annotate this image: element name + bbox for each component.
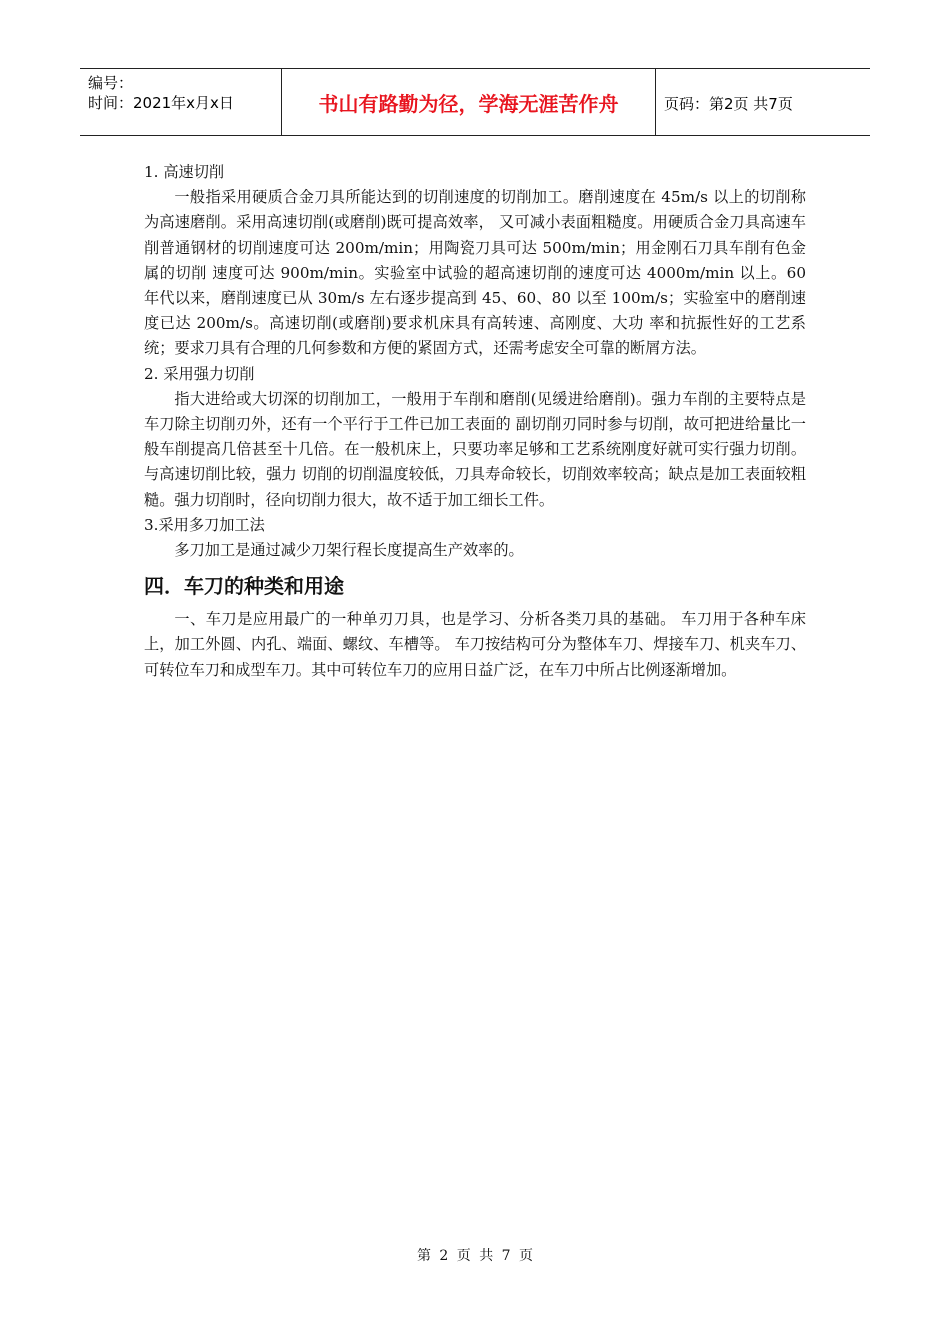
section-paragraph-heavy-cutting: 指大进给或大切深的切削加工，一般用于车削和磨削(见缓进给磨削)。强力车削的主要特点是车刀除主切削刃外，还有一个平行于工件已加工表面的 副切削刃同时参与切削，故可把进给量比一般车削提高几倍甚至十几倍。在一般机床上，只要功率足够和工艺系统刚度好就可实行强力切削。与高速切削比较，强力 切削的切削温度较低，刀具寿命较长，切削效率较高；缺点是加工表面较粗糙。强力切削时，径向切削力很大，故不适于加工细长工件。	[144, 389, 806, 509]
document-body	[144, 160, 806, 683]
section-heading-multi-tool: 3.采用多刀加工法	[144, 515, 265, 534]
document-date: 时间：2021年x月x日	[88, 94, 234, 112]
section-heading-heavy-cutting: 2. 采用强力切削	[144, 364, 255, 383]
header-motto: 书山有路勤为径，学海无涯苦作舟	[318, 92, 619, 116]
chapter-paragraph: 一、车刀是应用最广的一种单刃刀具，也是学习、分析各类刀具的基础。 车刀用于各种车床上，加工外圆、内孔、端面、螺纹、车槽等。 车刀按结构可分为整体车刀、焊接车刀、机夹车刀、可转位车刀和成型车刀。其中可转位车刀的应用日益广泛，在车刀中所占比例逐渐增加。	[144, 610, 806, 679]
header-meta	[88, 73, 234, 113]
chapter-title: 四．车刀的种类和用途	[144, 574, 344, 599]
page-header	[80, 68, 870, 136]
section-paragraph-multi-tool: 多刀加工是通过减少刀架行程长度提高生产效率的。	[174, 541, 524, 560]
header-divider-right	[655, 69, 656, 135]
section-paragraph-high-speed: 一般指采用硬质合金刀具所能达到的切削速度的切削加工。磨削速度在 45m/s 以上的切削称为高速磨削。采用高速切削(或磨削)既可提高效率， 又可减小表面粗糙度。用硬质合金刀具高速车削普通钢材的切削速度可达 200m/min；用陶瓷刀具可达 500m/min；用金刚石刀具车削有色金属的切削 速度可达 900m/min。实验室中试验的超高速切削的速度可达 4000m/min 以上。60 年代以来，磨削速度已从 30m/s 左右逐步提高到 45、60、80 以至 100m/s；实验室中的磨削速度已达 200m/s。高速切削(或磨削)要求机床具有高转速、高刚度、大功 率和抗振性好的工艺系统；要求刀具有合理的几何参数和方便的紧固方式，还需考虑安全可靠的断屑方法。	[144, 188, 806, 358]
page-footer: 第 2 页 共 7 页	[416, 1248, 534, 1264]
header-page-info: 页码：第2页 共7页	[664, 95, 793, 113]
document-number-label: 编号：	[88, 74, 134, 92]
section-heading-high-speed: 1. 高速切削	[144, 163, 225, 181]
